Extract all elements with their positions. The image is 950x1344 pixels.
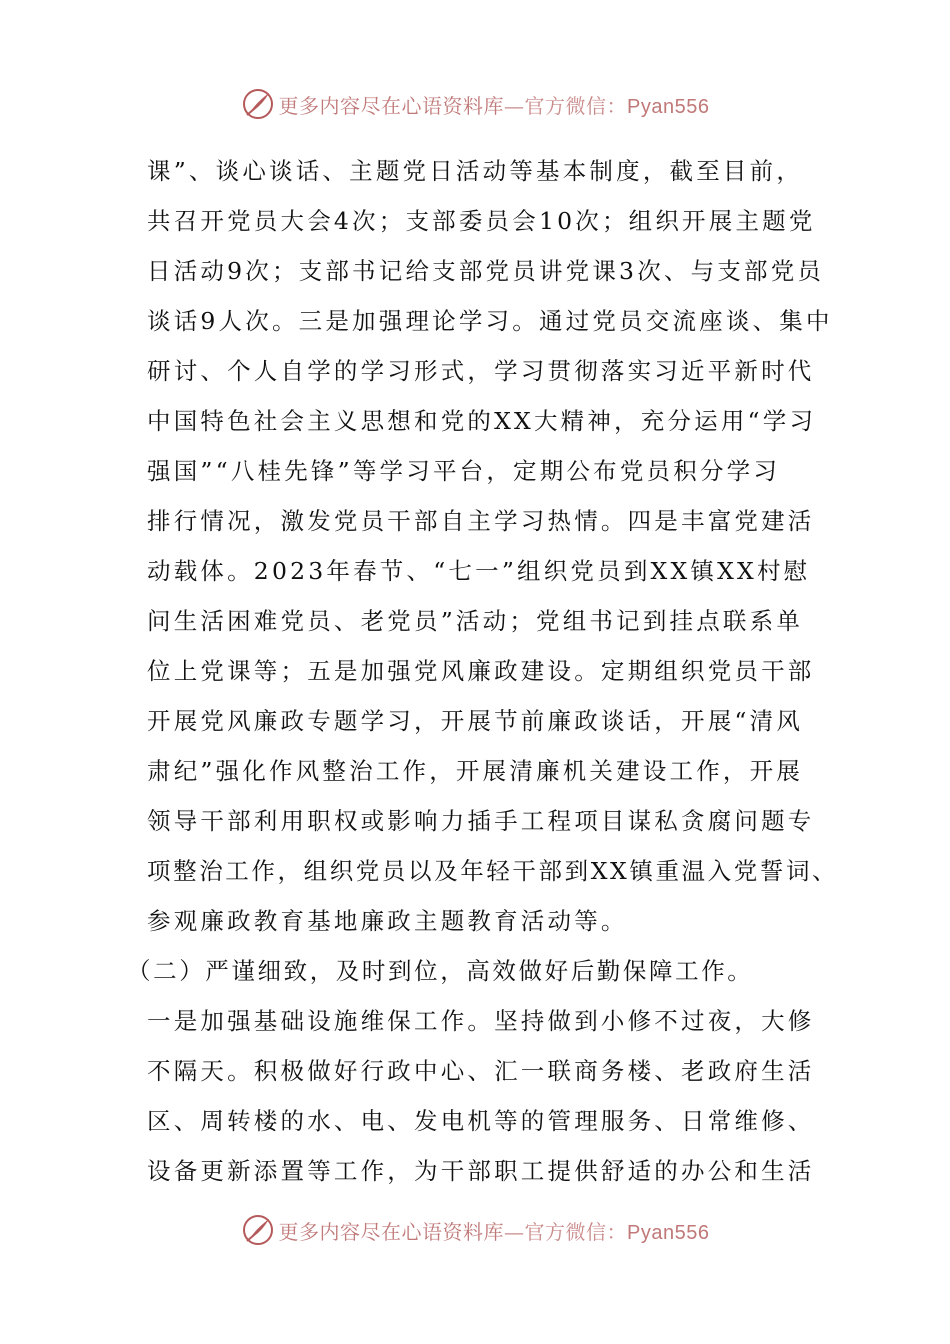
header-banner <box>0 84 950 124</box>
text-line: 肃纪”强化作风整治工作，开展清廉机关建设工作，开展 <box>147 757 804 785</box>
text-line: 领导干部利用职权或影响力插手工程项目谋私贪腐问题专 <box>147 807 815 835</box>
text-line: 共召开党员大会4次；支部委员会10次；组织开展主题党 <box>147 207 816 235</box>
text-line: 位上党课等；五是加强党风廉政建设。定期组织党员干部 <box>147 657 815 685</box>
text-line: 课”、谈心谈话、主题党日活动等基本制度，截至目前， <box>147 157 804 185</box>
text-line: 排行情况，激发党员干部自主学习热情。四是丰富党建活 <box>147 507 815 535</box>
text-line: 设备更新添置等工作，为干部职工提供舒适的办公和生活 <box>147 1157 815 1185</box>
quill-pen-icon <box>241 87 275 121</box>
banner-text <box>279 1216 710 1245</box>
text-line: 开展党风廉政专题学习，开展节前廉政谈话，开展“清风 <box>147 707 804 735</box>
text-line: 项整治工作，组织党员以及年轻干部到XX镇重温入党誓词、 <box>147 857 839 885</box>
text-line: 研讨、个人自学的学习形式，学习贯彻落实习近平新时代 <box>147 357 815 385</box>
banner-separator: — <box>504 93 525 118</box>
footer-banner <box>0 1210 950 1250</box>
text-line: 谈话9人次。三是加强理论学习。通过党员交流座谈、集中 <box>147 307 833 335</box>
text-line: 日活动9次；支部书记给支部党员讲党课3次、与支部党员 <box>147 257 825 285</box>
text-line: 动载体。2023年春节、“七一”组织党员到XX镇XX村慰 <box>147 557 811 585</box>
banner-site-text: 更多内容尽在心语资料库 <box>278 1219 505 1244</box>
text-line: 中国特色社会主义思想和党的XX大精神，充分运用“学习 <box>147 407 817 435</box>
text-line: 强国”“八桂先锋”等学习平台，定期公布党员积分学习 <box>147 457 781 485</box>
text-line: 一是加强基础设施维保工作。坚持做到小修不过夜，大修 <box>147 1007 815 1035</box>
banner-wechat-handle: Pyan556 <box>627 95 710 118</box>
section-heading: （二）严谨细致，及时到位，高效做好后勤保障工作。 <box>127 957 754 985</box>
document-body <box>127 146 839 1196</box>
quill-pen-icon <box>241 1213 275 1247</box>
text-line: 区、周转楼的水、电、发电机等的管理服务、日常维修、 <box>147 1107 815 1135</box>
banner-text <box>279 90 710 119</box>
text-line: 不隔天。积极做好行政中心、汇一联商务楼、老政府生活 <box>147 1057 815 1085</box>
text-line: 问生活困难党员、老党员”活动；党组书记到挂点联系单 <box>147 607 804 635</box>
banner-wechat-handle: Pyan556 <box>627 1221 710 1244</box>
banner-separator: — <box>504 1219 525 1244</box>
banner-contact-label: 官方微信： <box>524 1219 628 1244</box>
text-line: 参观廉政教育基地廉政主题教育活动等。 <box>147 907 628 935</box>
banner-site-text: 更多内容尽在心语资料库 <box>278 93 505 118</box>
banner-contact-label: 官方微信： <box>524 93 628 118</box>
